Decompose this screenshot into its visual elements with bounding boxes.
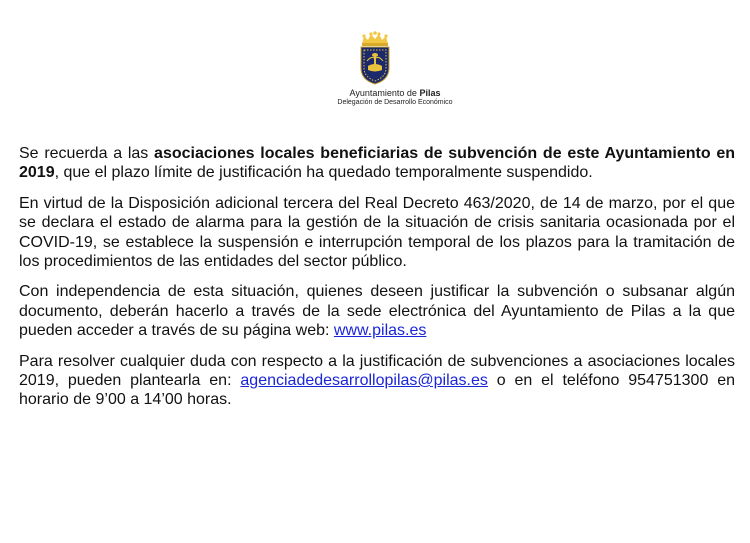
paragraph-contact xyxy=(19,352,735,410)
p4-intro: Para resolver cualquier duda con respecto a la justificación de subvenciones a asociaciones locales 2019, pueden plantearla en: xyxy=(19,352,735,390)
p1-rest: , que el plazo límite de justificación ha quedado temporalmente suspendido. xyxy=(54,164,593,182)
website-link[interactable]: www.pilas.es xyxy=(333,322,427,340)
letterhead xyxy=(0,30,750,107)
paragraph-reminder xyxy=(19,144,735,183)
notice-body xyxy=(19,144,735,421)
p1-highlight: asociaciones locales beneficiarias de subvención de este Ayuntamiento en 2019 xyxy=(19,145,735,182)
p1-intro: Se recuerda a las xyxy=(19,145,155,162)
organization-name xyxy=(0,88,750,98)
coat-of-arms-icon xyxy=(357,30,393,86)
p4-rest: o en el teléfono 954751300 en horario de 9’00 a 14’00 horas. xyxy=(19,372,736,409)
org-town: Pilas xyxy=(419,88,441,98)
org-prefix: Ayuntamiento de xyxy=(349,88,420,98)
department-name: Delegación de Desarrollo Económico xyxy=(337,99,453,106)
paragraph-procedure xyxy=(19,282,735,340)
email-link[interactable]: agenciadedesarrollopilas@pilas.es xyxy=(240,372,488,390)
paragraph-legal-basis: En virtud de la Disposición adicional tercera del Real Decreto 463/2020, de 14 de marzo, por el que se declara el estado de alarma para la gestión de la situación de crisis sanitaria ocasionada por el COVID-19, se establece la suspensión e interrupción temporal de los plazos para la tramitación de los procedimientos de las entidades del sector público. xyxy=(19,194,735,271)
p3-text: Con independencia de esta situación, quienes deseen justificar la subvención o subsanar algún documento, deberán hacerlo a través de la sede electrónica del Ayuntamiento de Pilas a la que pueden acceder a través de su página web: xyxy=(19,283,735,340)
